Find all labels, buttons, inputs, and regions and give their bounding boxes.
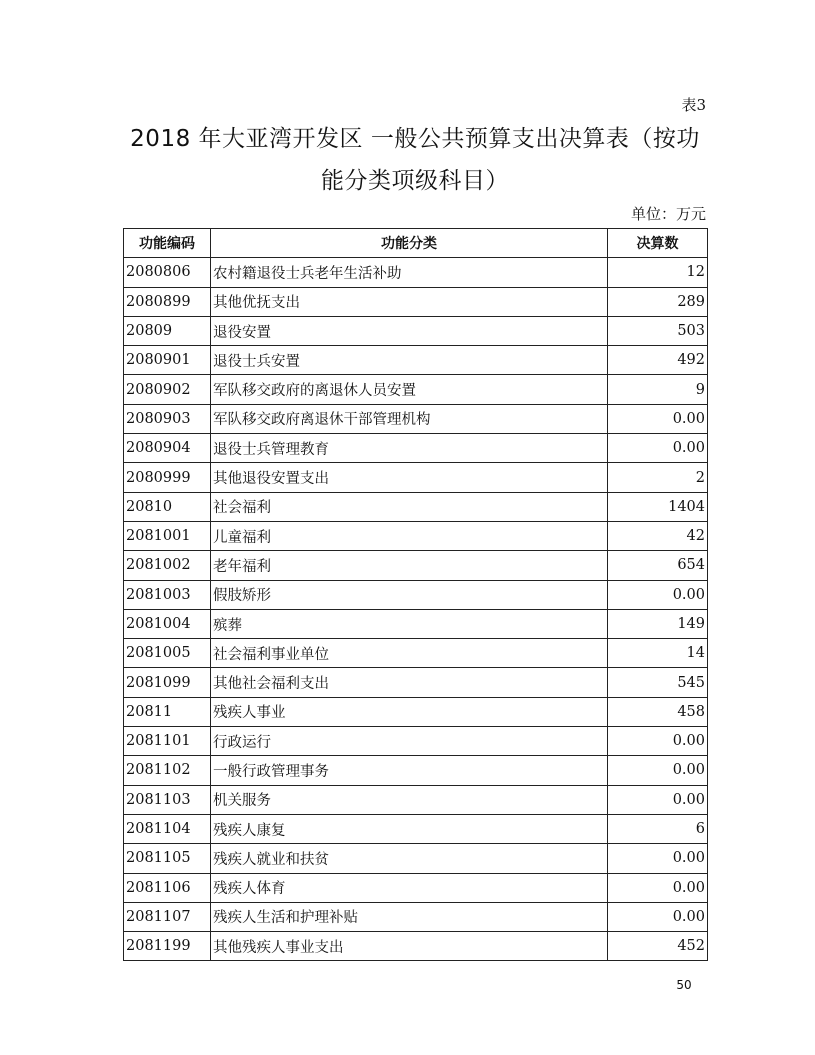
cell-code: 2080901 [124, 346, 211, 375]
cell-code: 20810 [124, 492, 211, 521]
cell-category: 机关服务 [211, 785, 608, 814]
cell-category: 社会福利 [211, 492, 608, 521]
cell-code: 2080806 [124, 258, 211, 287]
cell-code: 2081199 [124, 932, 211, 961]
cell-code: 2081002 [124, 551, 211, 580]
cell-category: 退役士兵安置 [211, 346, 608, 375]
cell-amount: 654 [608, 551, 708, 580]
cell-amount: 458 [608, 697, 708, 726]
table-row [124, 609, 708, 638]
unit-label: 单位：万元 [630, 205, 706, 223]
table-row [124, 756, 708, 785]
table-row [124, 404, 708, 433]
table-row [124, 844, 708, 873]
cell-amount: 0.00 [608, 902, 708, 931]
cell-amount: 545 [608, 668, 708, 697]
cell-category: 老年福利 [211, 551, 608, 580]
cell-amount: 0.00 [608, 873, 708, 902]
cell-amount: 14 [608, 639, 708, 668]
cell-code: 2080999 [124, 463, 211, 492]
cell-amount: 0.00 [608, 580, 708, 609]
cell-category: 残疾人就业和扶贫 [211, 844, 608, 873]
cell-code: 2081106 [124, 873, 211, 902]
table-row [124, 873, 708, 902]
table-row [124, 932, 708, 961]
title-line-2: 能分类项级科目） [321, 168, 509, 194]
cell-category: 其他残疾人事业支出 [211, 932, 608, 961]
table-row [124, 463, 708, 492]
table-body [124, 258, 708, 961]
cell-category: 其他优抚支出 [211, 287, 608, 316]
cell-category: 社会福利事业单位 [211, 639, 608, 668]
cell-code: 2080899 [124, 287, 211, 316]
table-row [124, 434, 708, 463]
table-row [124, 375, 708, 404]
table-row [124, 902, 708, 931]
budget-table [123, 228, 708, 961]
cell-amount: 149 [608, 609, 708, 638]
header-category: 功能分类 [211, 229, 608, 258]
cell-code: 2081101 [124, 727, 211, 756]
cell-code: 2081104 [124, 814, 211, 843]
cell-category: 军队移交政府的离退休人员安置 [211, 375, 608, 404]
cell-category: 残疾人体育 [211, 873, 608, 902]
table-row [124, 639, 708, 668]
table-number-label: 表3 [681, 96, 706, 114]
cell-category: 一般行政管理事务 [211, 756, 608, 785]
cell-amount: 0.00 [608, 756, 708, 785]
cell-amount: 9 [608, 375, 708, 404]
cell-amount: 2 [608, 463, 708, 492]
cell-amount: 503 [608, 316, 708, 345]
cell-amount: 42 [608, 521, 708, 550]
cell-amount: 0.00 [608, 785, 708, 814]
cell-amount: 1404 [608, 492, 708, 521]
cell-code: 2081001 [124, 521, 211, 550]
table-row [124, 287, 708, 316]
table-row [124, 492, 708, 521]
cell-amount: 452 [608, 932, 708, 961]
cell-amount: 12 [608, 258, 708, 287]
cell-category: 军队移交政府离退休干部管理机构 [211, 404, 608, 433]
cell-amount: 492 [608, 346, 708, 375]
page-number: 50 [676, 978, 692, 992]
cell-code: 2081105 [124, 844, 211, 873]
cell-amount: 0.00 [608, 404, 708, 433]
cell-code: 2081102 [124, 756, 211, 785]
cell-category: 其他退役安置支出 [211, 463, 608, 492]
table-row [124, 668, 708, 697]
cell-category: 残疾人生活和护理补贴 [211, 902, 608, 931]
cell-amount: 289 [608, 287, 708, 316]
table-row [124, 346, 708, 375]
table-row [124, 785, 708, 814]
cell-code: 2081003 [124, 580, 211, 609]
cell-code: 2080902 [124, 375, 211, 404]
cell-code: 2080904 [124, 434, 211, 463]
cell-amount: 6 [608, 814, 708, 843]
cell-code: 20811 [124, 697, 211, 726]
cell-amount: 0.00 [608, 844, 708, 873]
cell-category: 儿童福利 [211, 521, 608, 550]
cell-code: 2080903 [124, 404, 211, 433]
cell-category: 退役安置 [211, 316, 608, 345]
table-header-row [124, 229, 708, 258]
table-row [124, 258, 708, 287]
cell-category: 殡葬 [211, 609, 608, 638]
cell-category: 行政运行 [211, 727, 608, 756]
cell-code: 2081103 [124, 785, 211, 814]
cell-category: 农村籍退役士兵老年生活补助 [211, 258, 608, 287]
page-title [100, 118, 730, 202]
cell-category: 假肢矫形 [211, 580, 608, 609]
cell-code: 2081005 [124, 639, 211, 668]
cell-amount: 0.00 [608, 434, 708, 463]
cell-code: 2081099 [124, 668, 211, 697]
cell-category: 其他社会福利支出 [211, 668, 608, 697]
cell-category: 残疾人康复 [211, 814, 608, 843]
table-row [124, 814, 708, 843]
cell-code: 2081004 [124, 609, 211, 638]
table-row [124, 316, 708, 345]
table-row [124, 551, 708, 580]
cell-amount: 0.00 [608, 727, 708, 756]
header-amount: 决算数 [608, 229, 708, 258]
table-row [124, 580, 708, 609]
header-code: 功能编码 [124, 229, 211, 258]
table-row [124, 521, 708, 550]
cell-code: 20809 [124, 316, 211, 345]
cell-category: 残疾人事业 [211, 697, 608, 726]
table-row [124, 727, 708, 756]
title-line-1: 2018 年大亚湾开发区 一般公共预算支出决算表（按功 [130, 126, 700, 152]
table-row [124, 697, 708, 726]
cell-code: 2081107 [124, 902, 211, 931]
cell-category: 退役士兵管理教育 [211, 434, 608, 463]
